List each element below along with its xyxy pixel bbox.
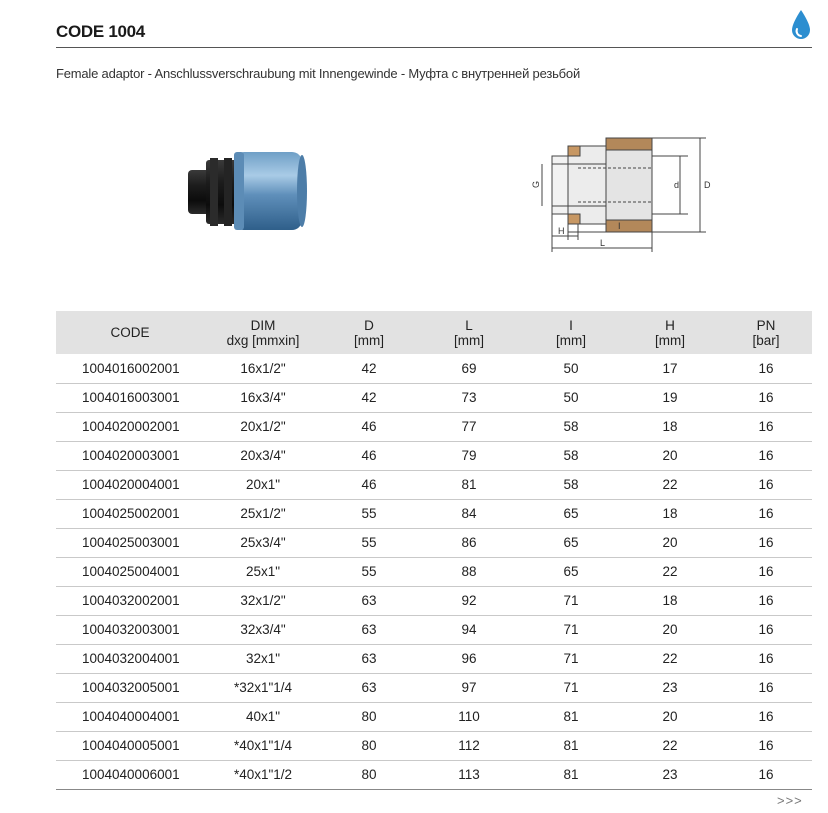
cell-code: 1004025004001 (82, 564, 180, 579)
cell-d: 42 (361, 360, 377, 376)
cell-l: 92 (461, 593, 477, 608)
cell-pn: 16 (758, 477, 774, 492)
specification-table (56, 311, 812, 790)
cell-d: 80 (361, 738, 377, 753)
cell-l: 69 (461, 360, 477, 376)
cell-pn: 16 (758, 680, 774, 695)
next-page-link[interactable]: >>> (777, 793, 803, 808)
cell-dim: *40x1"1/2 (233, 767, 293, 782)
cell-d: 46 (361, 419, 377, 434)
cell-code: 1004032003001 (82, 622, 180, 637)
cell-code: 1004025003001 (82, 535, 180, 550)
cell-d: 55 (361, 564, 377, 579)
cell-l: 81 (461, 477, 477, 492)
header-h: H [mm] (655, 317, 685, 348)
cell-d: 63 (361, 622, 377, 637)
table-row (56, 760, 812, 789)
cell-l: 112 (458, 738, 480, 753)
cell-l: 97 (461, 680, 477, 695)
cell-pn: 16 (758, 564, 774, 579)
cell-l: 73 (461, 390, 477, 405)
drawing-label-i: I (618, 221, 621, 231)
cell-dim: 16x1/2" (240, 360, 286, 376)
table-row (56, 383, 812, 412)
cell-pn: 16 (758, 535, 774, 550)
cell-i: 81 (563, 767, 579, 782)
cell-dim: 20x1" (245, 477, 281, 492)
technical-drawing (528, 128, 720, 258)
table-row (56, 702, 812, 731)
cell-l: 94 (461, 622, 477, 637)
cell-l: 86 (461, 535, 477, 550)
cell-i: 58 (563, 448, 579, 463)
cell-h: 19 (662, 390, 678, 405)
cell-code: 1004020002001 (82, 419, 180, 434)
header-i: I [mm] (556, 317, 586, 348)
cell-i: 50 (563, 390, 579, 405)
cell-i: 58 (563, 419, 579, 434)
cell-d: 63 (361, 680, 377, 695)
cell-i: 65 (563, 535, 579, 550)
table-row (56, 412, 812, 441)
cell-h: 22 (662, 651, 678, 666)
cell-code: 1004032005001 (82, 680, 180, 695)
cell-h: 18 (662, 419, 678, 434)
cell-pn: 16 (758, 360, 774, 376)
cell-h: 18 (662, 593, 678, 608)
table-row (56, 731, 812, 760)
title-divider (56, 47, 812, 48)
drawing-label-d-small: d (674, 180, 680, 190)
table-header-row (56, 311, 812, 354)
cell-l: 79 (461, 448, 477, 463)
cell-pn: 16 (758, 767, 774, 782)
cell-code: 1004032002001 (82, 593, 180, 608)
product-description: Female adaptor - Anschlussverschraubung mit Innengewinde - Муфта с внутренней резьбой (56, 66, 581, 81)
cell-l: 77 (461, 419, 477, 434)
drawing-label-h: H (558, 226, 565, 236)
table-row (56, 499, 812, 528)
cell-pn: 16 (758, 506, 774, 521)
cell-dim: 32x3/4" (240, 622, 286, 637)
cell-dim: 16x3/4" (240, 390, 286, 405)
table-row (56, 354, 812, 383)
table-row (56, 615, 812, 644)
cell-dim: *40x1"1/4 (233, 738, 293, 753)
cell-code: 1004020003001 (82, 448, 180, 463)
cell-d: 55 (361, 535, 377, 550)
water-drop-icon (790, 8, 812, 42)
cell-h: 22 (662, 477, 678, 492)
cell-code: 1004040004001 (82, 709, 180, 724)
cell-l: 84 (461, 506, 477, 521)
cell-d: 80 (361, 767, 377, 782)
cell-h: 20 (662, 622, 678, 637)
table-row (56, 441, 812, 470)
cell-dim: 32x1" (245, 651, 281, 666)
cell-dim: 20x3/4" (240, 448, 286, 463)
cell-pn: 16 (758, 622, 774, 637)
cell-i: 50 (563, 360, 579, 376)
cell-d: 80 (361, 709, 377, 724)
cell-dim: 25x3/4" (240, 535, 286, 550)
table-row (56, 557, 812, 586)
drawing-label-l: L (600, 238, 606, 248)
cell-d: 46 (361, 477, 377, 492)
cell-pn: 16 (758, 593, 774, 608)
header-l: L [mm] (454, 317, 484, 348)
header-pn: PN [bar] (752, 317, 780, 348)
cell-dim: 25x1/2" (240, 506, 286, 521)
cell-pn: 16 (758, 419, 774, 434)
cell-h: 22 (662, 564, 678, 579)
cell-dim: 32x1/2" (240, 593, 286, 608)
cell-i: 81 (563, 738, 579, 753)
cell-dim: 25x1" (245, 564, 281, 579)
cell-i: 71 (563, 680, 579, 695)
cell-h: 18 (662, 506, 678, 521)
cell-i: 65 (563, 564, 579, 579)
cell-d: 63 (361, 651, 377, 666)
cell-l: 88 (461, 564, 477, 579)
cell-d: 55 (361, 506, 377, 521)
cell-i: 71 (563, 593, 579, 608)
cell-h: 17 (662, 360, 678, 376)
cell-code: 1004040005001 (82, 738, 180, 753)
cell-d: 63 (361, 593, 377, 608)
cell-l: 96 (461, 651, 477, 666)
cell-h: 20 (662, 535, 678, 550)
cell-dim: *32x1"1/4 (233, 680, 293, 695)
cell-i: 81 (563, 709, 579, 724)
cell-h: 20 (662, 448, 678, 463)
cell-h: 23 (662, 680, 678, 695)
cell-h: 22 (662, 738, 678, 753)
cell-dim: 40x1" (245, 709, 281, 724)
cell-pn: 16 (758, 448, 774, 463)
cell-h: 20 (662, 709, 678, 724)
cell-pn: 16 (758, 390, 774, 405)
cell-code: 1004020004001 (82, 477, 180, 492)
cell-i: 71 (563, 622, 579, 637)
cell-l: 113 (458, 767, 480, 782)
drawing-label-d-big: D (704, 180, 711, 190)
cell-i: 71 (563, 651, 579, 666)
product-photo (184, 150, 314, 232)
cell-code: 1004016002001 (82, 360, 180, 376)
cell-l: 110 (458, 709, 480, 724)
cell-d: 46 (361, 448, 377, 463)
table-row (56, 586, 812, 615)
table-row (56, 673, 812, 702)
cell-code: 1004025002001 (82, 506, 180, 521)
drawing-label-g: G (531, 180, 541, 188)
table-row (56, 528, 812, 557)
header-d: D [mm] (354, 317, 384, 348)
cell-d: 42 (361, 390, 377, 405)
cell-pn: 16 (758, 651, 774, 666)
cell-h: 23 (662, 767, 678, 782)
cell-code: 1004016003001 (82, 390, 180, 405)
table-row (56, 644, 812, 673)
cell-pn: 16 (758, 738, 774, 753)
cell-i: 65 (563, 506, 579, 521)
page-title: CODE 1004 (56, 22, 145, 41)
cell-dim: 20x1/2" (240, 419, 286, 434)
table-row (56, 470, 812, 499)
cell-code: 1004040006001 (82, 767, 180, 782)
header-dim: DIM dxg [mmxin] (226, 317, 300, 348)
cell-pn: 16 (758, 709, 774, 724)
cell-i: 58 (563, 477, 579, 492)
cell-code: 1004032004001 (82, 651, 180, 666)
header-code: CODE (110, 325, 150, 340)
